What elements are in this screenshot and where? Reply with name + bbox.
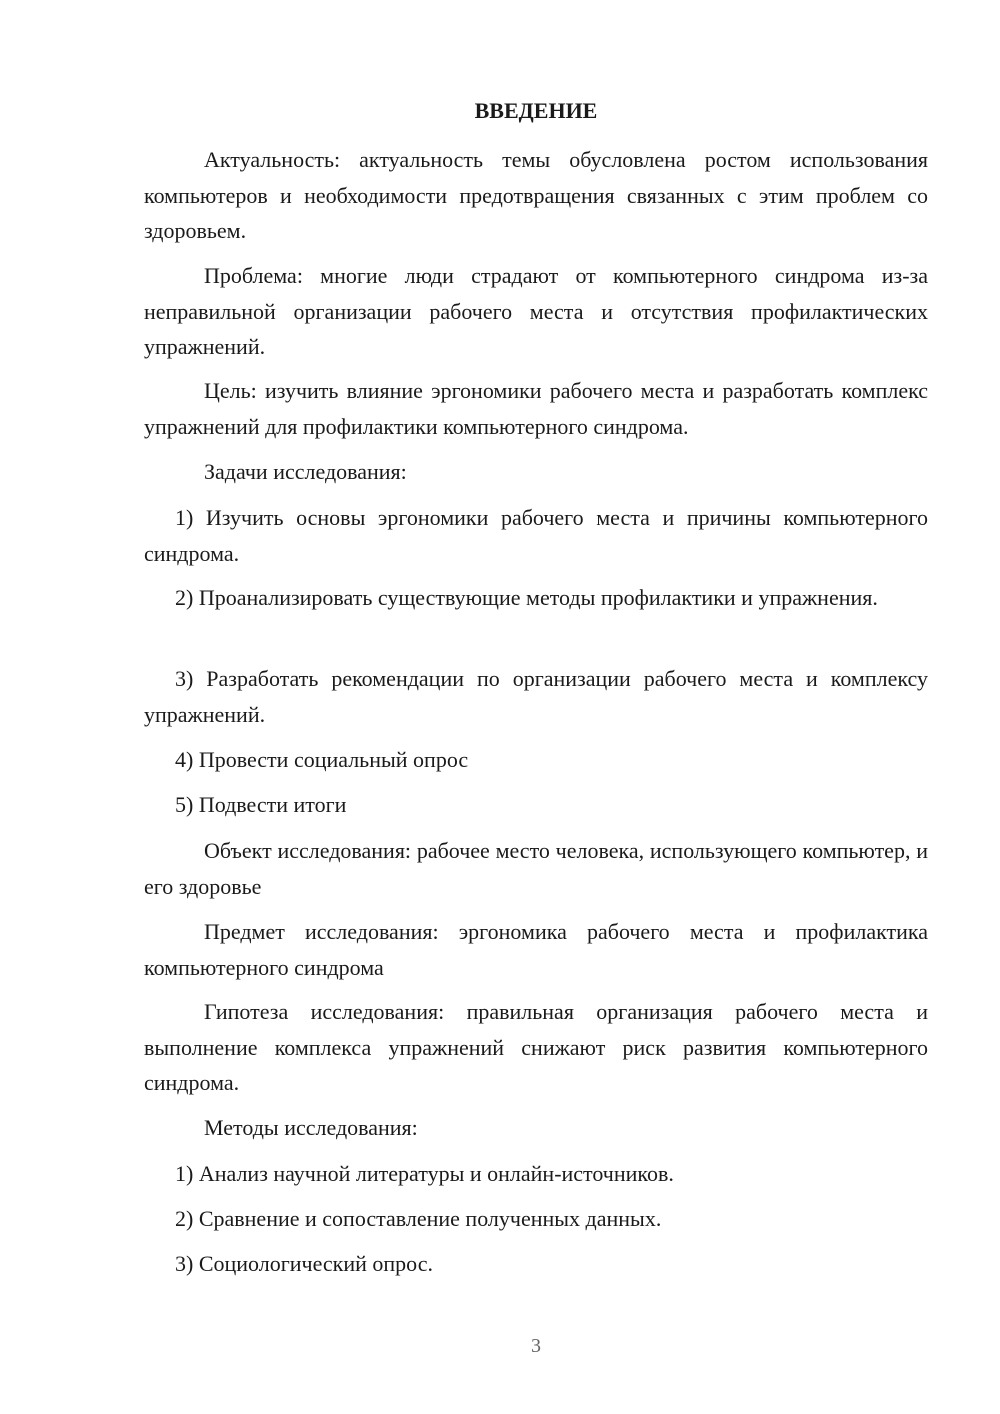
paragraph-relevance: Актуальность: актуальность темы обусловлена ростом использования компьютеров и необходимости предотвращения связанных с этим проблем со здоровьем. <box>144 147 928 243</box>
method-item-1: 1) Анализ научной литературы и онлайн-источников. <box>175 1161 674 1186</box>
task-item-2: 2) Проанализировать существующие методы профилактики и упражнения. <box>175 585 878 610</box>
method-item-2: 2) Сравнение и сопоставление полученных данных. <box>175 1206 662 1231</box>
paragraph-hypothesis: Гипотеза исследования: правильная организация рабочего места и выполнение комплекса упражнений снижают риск развития компьютерного синдрома. <box>144 999 928 1095</box>
paragraph-problem: Проблема: многие люди страдают от компьютерного синдрома из-за неправильной организации рабочего места и отсутствия профилактических упражнений. <box>144 263 928 359</box>
paragraph-goal: Цель: изучить влияние эргономики рабочего места и разработать комплекс упражнений для профилактики компьютерного синдрома. <box>144 378 928 439</box>
page-number: 3 <box>531 1335 541 1357</box>
page-title: ВВЕДЕНИЕ <box>474 98 598 123</box>
tasks-heading: Задачи исследования: <box>204 459 407 484</box>
task-item-4: 4) Провести социальный опрос <box>175 747 469 772</box>
paragraph-object: Объект исследования: рабочее место человека, использующего компьютер, и его здоровье <box>144 838 928 899</box>
task-item-5: 5) Подвести итоги <box>175 792 347 817</box>
task-item-3: 3) Разработать рекомендации по организации рабочего места и комплексу упражнений. <box>144 666 928 727</box>
methods-heading: Методы исследования: <box>204 1115 418 1140</box>
paragraph-subject: Предмет исследования: эргономика рабочего места и профилактика компьютерного синдрома <box>144 919 928 980</box>
task-item-1: 1) Изучить основы эргономики рабочего места и причины компьютерного синдрома. <box>144 505 928 566</box>
method-item-3: 3) Социологический опрос. <box>175 1251 433 1276</box>
